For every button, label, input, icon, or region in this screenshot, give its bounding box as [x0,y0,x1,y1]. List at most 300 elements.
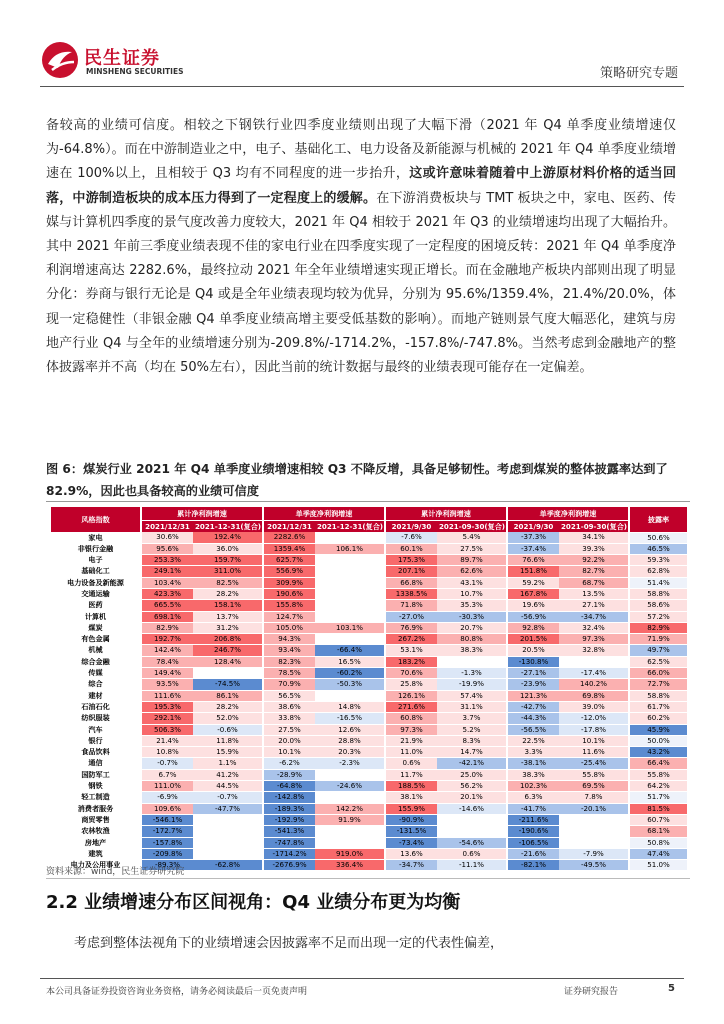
growth-cell: 1359.4% [263,543,315,554]
growth-cell: 249.1% [141,566,193,577]
subheader: 2021/9/30 [507,521,559,533]
subheader: 2021/12/31 [141,521,193,533]
industry-name: 通信 [51,758,141,769]
disclosure-cell: 50.8% [629,837,687,848]
growth-cell: -38.1% [507,758,559,769]
growth-cell: 309.9% [263,577,315,588]
table-row [51,769,687,780]
header-divider [40,86,684,87]
growth-cell [559,814,629,825]
header-group-1: 累计净利润增速 [141,507,263,521]
growth-cell: 82.9% [141,622,193,633]
growth-cell: 3.7% [437,713,507,724]
growth-cell: 20.7% [437,622,507,633]
growth-cell: 15.9% [193,747,263,758]
table-row [51,747,687,758]
growth-cell: 102.3% [507,781,559,792]
growth-cell: 82.5% [193,577,263,588]
growth-cell [559,826,629,837]
footer-disclaimer: 本公司具备证券投资咨询业务资格，请务必阅读最后一页免责声明 [46,987,308,997]
growth-cell: 30.6% [141,532,193,543]
disclosure-cell: 66.0% [629,668,687,679]
growth-cell: 20.1% [437,792,507,803]
growth-cell: 2282.6% [263,532,315,543]
table-row [51,713,687,724]
logo-mark-icon [40,40,80,80]
growth-cell [315,826,385,837]
growth-cell: 155.9% [385,803,437,814]
table-row [51,690,687,701]
growth-cell: 28.8% [315,735,385,746]
figure-title: 图 6：煤炭行业 2021 年 Q4 单季度业绩增速相较 Q3 不降反增，具备足够韧性。考虑到煤炭的整体披露率达到了 82.9%，因此也具备较高的业绩可信度 [46,462,668,498]
table-row [51,724,687,735]
disclosure-cell: 45.9% [629,724,687,735]
subheader: 2021/9/30 [385,521,437,533]
growth-cell: 97.3% [559,634,629,645]
industry-name: 传媒 [51,668,141,679]
growth-cell: 423.3% [141,588,193,599]
table-row [51,679,687,690]
growth-cell: 21.9% [385,735,437,746]
growth-cell: 506.3% [141,724,193,735]
source-divider [46,878,690,879]
growth-cell: -211.6% [507,814,559,825]
growth-cell: -131.5% [385,826,437,837]
growth-cell [193,837,263,848]
table-row [51,792,687,803]
growth-cell: -546.1% [141,814,193,825]
subheader: 2021-09-30(复合) [561,522,628,531]
growth-cell: 128.4% [193,656,263,667]
growth-cell: 158.1% [193,600,263,611]
subheader: 2021-12-31(复合) [317,522,384,531]
growth-cell: -142.8% [263,792,315,803]
growth-cell: -20.1% [559,803,629,814]
growth-cell: 175.3% [385,555,437,566]
growth-cell: 27.1% [559,600,629,611]
growth-cell [315,690,385,701]
growth-cell: -54.6% [437,837,507,848]
growth-cell: 93.5% [141,679,193,690]
table-row [51,837,687,848]
growth-cell: 105.0% [263,622,315,633]
industry-name: 基础化工 [51,566,141,577]
growth-cell: -7.6% [385,532,437,543]
growth-cell: 16.5% [315,656,385,667]
disclosure-cell: 81.5% [629,803,687,814]
growth-cell [315,588,385,599]
growth-cell: 38.3% [437,645,507,656]
company-logo [40,40,190,80]
growth-cell: 22.5% [507,735,559,746]
table-row [51,803,687,814]
growth-cell: 13.6% [385,848,437,859]
industry-name: 计算机 [51,611,141,622]
data-table [51,507,687,871]
growth-cell: 10.7% [437,588,507,599]
growth-cell: 188.5% [385,781,437,792]
growth-cell: 70.9% [263,679,315,690]
header-group-4: 单季度净利润增速 [507,507,629,521]
growth-cell: 195.3% [141,701,193,712]
disclosure-cell: 58.6% [629,600,687,611]
growth-cell: 38.1% [385,792,437,803]
growth-cell: -14.6% [437,803,507,814]
growth-cell: -11.1% [437,860,507,871]
growth-cell: 27.5% [263,724,315,735]
growth-cell: 56.5% [263,690,315,701]
industry-name: 消费者服务 [51,803,141,814]
growth-cell: 27.5% [437,543,507,554]
growth-cell: -49.5% [559,860,629,871]
body-text-part2: 在下游消费板块与 TMT 板块之中，家电、医药、传媒与计算机四季度的景气度改善力度较大，2021 年 Q4 相较于 2021 年 Q3 的业绩增速均出现了大幅抬升。其中 2021 年前三季度业绩表现不佳的家电行业在四季度实现了一定程度的困境反转：2021 年 Q4 单季度净利润增速高达 2282.6%，最终拉动 2021 年全年业绩增速实现正增长。而在金融地产板块内部则出现了明显分化：券商与银行无论是 Q4 或是全年业绩表现均较为优异，分别为 95.6%/1359.4%，21.4%/20.0%，体现一定稳健性（非银金融 Q4 单季度业绩高增主要受低基数的影响）。而地产链则景气度大幅恶化，建筑与房地产行业 Q4 与全年的业绩增速分别为-209.8%/-1714.2%，-157.8%/-747.8%。当然考虑到金融地产的整体披露率并不高（均在 50%左右），因此当前的统计数据与最终的业绩表现可能存在一定偏差。 [46,190,676,376]
table-row [51,566,687,577]
growth-cell: 0.6% [385,758,437,769]
growth-cell: 95.6% [141,543,193,554]
growth-cell: -16.5% [315,713,385,724]
growth-cell: 246.7% [193,645,263,656]
disclosure-cell: 46.5% [629,543,687,554]
growth-cell: 11.7% [385,769,437,780]
growth-cell: 78.5% [263,668,315,679]
growth-cell: 5.4% [437,532,507,543]
growth-cell: -90.9% [385,814,437,825]
growth-cell: 8.3% [437,735,507,746]
growth-cell: 92.8% [507,622,559,633]
growth-cell: -130.8% [507,656,559,667]
table-row [51,622,687,633]
growth-cell [193,814,263,825]
growth-cell: 59.2% [507,577,559,588]
industry-name: 建材 [51,690,141,701]
growth-cell: 142.2% [315,803,385,814]
growth-cell: 60.1% [385,543,437,554]
industry-name: 机械 [51,645,141,656]
growth-cell: 78.4% [141,656,193,667]
growth-cell: 69.5% [559,781,629,792]
growth-cell: -106.5% [507,837,559,848]
industry-growth-table [51,507,687,871]
disclosure-cell: 50.6% [629,532,687,543]
growth-cell: -6.9% [141,792,193,803]
growth-cell: 94.3% [263,634,315,645]
growth-cell: 31.2% [193,622,263,633]
table-row [51,826,687,837]
subheader: 2021-12-31(复合) [195,522,262,531]
growth-cell: 55.8% [559,769,629,780]
disclosure-cell: 60.7% [629,814,687,825]
growth-cell: 140.2% [559,679,629,690]
industry-name: 商贸零售 [51,814,141,825]
growth-cell: 44.5% [193,781,263,792]
growth-cell: 292.1% [141,713,193,724]
growth-cell: -37.4% [507,543,559,554]
growth-cell: 6.3% [507,792,559,803]
growth-cell: 38.3% [507,769,559,780]
growth-cell: -50.3% [315,679,385,690]
growth-cell: -0.6% [193,724,263,735]
growth-cell: 253.3% [141,555,193,566]
growth-cell: 267.2% [385,634,437,645]
growth-cell: 66.8% [385,577,437,588]
table-row [51,532,687,543]
growth-cell: 82.7% [559,566,629,577]
growth-cell: -27.0% [385,611,437,622]
growth-cell: 86.1% [193,690,263,701]
growth-cell [315,532,385,543]
growth-cell: 56.2% [437,781,507,792]
growth-cell: 126.1% [385,690,437,701]
growth-cell: -62.8% [193,860,263,871]
disclosure-cell: 64.2% [629,781,687,792]
figure-divider [46,501,690,502]
growth-cell: 14.8% [315,701,385,712]
disclosure-cell: 59.3% [629,555,687,566]
growth-cell: 11.8% [193,735,263,746]
disclosure-cell: 43.2% [629,747,687,758]
growth-cell: 192.4% [193,532,263,543]
industry-name: 家电 [51,532,141,543]
growth-cell: 192.7% [141,634,193,645]
section-paragraph: 考虑到整体法视角下的业绩增速会因披露率不足而出现一定的代表性偏差， [74,936,504,951]
industry-name: 煤炭 [51,622,141,633]
table-row [51,668,687,679]
table-row [51,735,687,746]
growth-cell: 52.0% [193,713,263,724]
growth-cell: 35.3% [437,600,507,611]
growth-cell [315,634,385,645]
growth-cell: -42.1% [437,758,507,769]
growth-cell: 93.4% [263,645,315,656]
disclosure-cell: 51.0% [629,860,687,871]
growth-cell: 1.1% [193,758,263,769]
header-group-3: 累计净利润增速 [385,507,507,521]
growth-cell: 20.0% [263,735,315,746]
growth-cell: 25.8% [385,679,437,690]
industry-name: 房地产 [51,837,141,848]
growth-cell: 167.8% [507,588,559,599]
header-group-2: 单季度净利润增速 [263,507,385,521]
growth-cell: -42.7% [507,701,559,712]
growth-cell: 39.0% [559,701,629,712]
growth-cell: 92.2% [559,555,629,566]
growth-cell: -74.5% [193,679,263,690]
growth-cell: 31.1% [437,701,507,712]
growth-cell: -47.7% [193,803,263,814]
growth-cell: -37.3% [507,532,559,543]
growth-cell: 311.0% [193,566,263,577]
growth-cell: 32.4% [559,622,629,633]
growth-cell: 57.4% [437,690,507,701]
growth-cell: 76.9% [385,622,437,633]
growth-cell: -7.9% [559,848,629,859]
growth-cell: 625.7% [263,555,315,566]
disclosure-cell: 82.9% [629,622,687,633]
growth-cell: 71.8% [385,600,437,611]
growth-cell: 11.0% [385,747,437,758]
growth-cell: -2.3% [315,758,385,769]
disclosure-cell: 60.2% [629,713,687,724]
growth-cell: 60.8% [385,713,437,724]
growth-cell: 151.8% [507,566,559,577]
growth-cell: -747.8% [263,837,315,848]
industry-name: 医药 [51,600,141,611]
growth-cell: 109.6% [141,803,193,814]
growth-cell: 28.2% [193,588,263,599]
table-row [51,543,687,554]
table-row [51,656,687,667]
growth-cell: 183.2% [385,656,437,667]
growth-cell: -12.0% [559,713,629,724]
growth-cell: -34.7% [385,860,437,871]
page-number: 5 [668,983,675,994]
industry-name: 石油石化 [51,701,141,712]
table-body [51,532,687,871]
growth-cell: -541.3% [263,826,315,837]
growth-cell [437,656,507,667]
growth-cell: -27.1% [507,668,559,679]
growth-cell: 665.5% [141,600,193,611]
growth-cell: 111.6% [141,690,193,701]
growth-cell: 19.6% [507,600,559,611]
growth-cell [315,769,385,780]
growth-cell: 106.1% [315,543,385,554]
growth-cell: -28.9% [263,769,315,780]
disclosure-cell: 51.4% [629,577,687,588]
growth-cell: 1338.5% [385,588,437,599]
growth-cell: 20.3% [315,747,385,758]
growth-cell: 21.4% [141,735,193,746]
growth-cell: -1714.2% [263,848,315,859]
disclosure-cell: 55.8% [629,769,687,780]
growth-cell: -1.3% [437,668,507,679]
growth-cell: -157.8% [141,837,193,848]
industry-name: 综合 [51,679,141,690]
growth-cell [315,555,385,566]
growth-cell: 103.1% [315,622,385,633]
table-row [51,758,687,769]
disclosure-cell: 68.1% [629,826,687,837]
growth-cell: 32.8% [559,645,629,656]
table-row [51,577,687,588]
table-row [51,701,687,712]
subheader: 2021/12/31 [263,521,315,533]
growth-cell: -34.7% [559,611,629,622]
growth-cell: 76.6% [507,555,559,566]
growth-cell [315,611,385,622]
growth-cell: 159.7% [193,555,263,566]
figure-source: 资料来源：wind，民生证券研究院 [46,867,185,877]
growth-cell: 33.8% [263,713,315,724]
report-type: 策略研究专题 [599,66,678,81]
growth-cell: 68.7% [559,577,629,588]
growth-cell: 155.8% [263,600,315,611]
growth-cell: 34.1% [559,532,629,543]
footer-divider [40,978,684,979]
growth-cell: 201.5% [507,634,559,645]
growth-cell: 14.7% [437,747,507,758]
growth-cell [559,837,629,848]
industry-name: 食品饮料 [51,747,141,758]
growth-cell: -19.9% [437,679,507,690]
growth-cell: 6.7% [141,769,193,780]
growth-cell: -60.2% [315,668,385,679]
growth-cell: -24.6% [315,781,385,792]
growth-cell: -30.3% [437,611,507,622]
growth-cell: 70.6% [385,668,437,679]
growth-cell: -192.9% [263,814,315,825]
table-row [51,814,687,825]
growth-cell: 11.6% [559,747,629,758]
industry-name: 综合金融 [51,656,141,667]
table-row [51,588,687,599]
header-industry: 风格指数 [51,507,141,532]
growth-cell: 91.9% [315,814,385,825]
industry-name: 电子 [51,555,141,566]
growth-cell: 10.1% [559,735,629,746]
growth-cell: 25.0% [437,769,507,780]
table-row [51,848,687,859]
growth-cell: 41.2% [193,769,263,780]
growth-cell: 207.1% [385,566,437,577]
disclosure-cell: 72.7% [629,679,687,690]
disclosure-cell: 47.4% [629,848,687,859]
growth-cell [315,837,385,848]
growth-cell: -44.3% [507,713,559,724]
industry-name: 国防军工 [51,769,141,780]
body-text-bold: 这或许意味着随着中上游原材料价格的适当回落，中游制造板块的成本压力得到了一定程度上的缓解。 [46,166,676,206]
growth-cell [315,577,385,588]
growth-cell: 10.8% [141,747,193,758]
growth-cell: -56.5% [507,724,559,735]
growth-cell: -17.8% [559,724,629,735]
industry-name: 交通运输 [51,588,141,599]
disclosure-cell: 66.4% [629,758,687,769]
body-paragraph [46,114,676,380]
growth-cell: 556.9% [263,566,315,577]
growth-cell: 698.1% [141,611,193,622]
industry-name: 建筑 [51,848,141,859]
growth-cell: 190.6% [263,588,315,599]
growth-cell: 38.6% [263,701,315,712]
disclosure-cell: 57.2% [629,611,687,622]
growth-cell: 0.6% [437,848,507,859]
header-disclosure: 披露率 [629,507,687,532]
disclosure-cell: 51.7% [629,792,687,803]
growth-cell [315,792,385,803]
growth-cell: 39.3% [559,543,629,554]
growth-cell: -56.9% [507,611,559,622]
growth-cell: -172.7% [141,826,193,837]
growth-cell [437,826,507,837]
growth-cell: -6.2% [263,758,315,769]
growth-cell: -25.4% [559,758,629,769]
growth-cell: 10.1% [263,747,315,758]
growth-cell: -64.8% [263,781,315,792]
growth-cell: 336.4% [315,860,385,871]
growth-cell: 36.0% [193,543,263,554]
body-text-part1: 备较高的业绩可信度。相较之下钢铁行业四季度业绩则出现了大幅下滑（2021 年 Q4 单季度业绩增速仅为-64.8%）。而在中游制造业之中，电子、基础化工、电力设备及新能源与机械的 2021 年 Q4 单季度业绩增速在 100%以上，且相较于 Q3 均有不同程度的进一步抬升， [46,118,676,182]
growth-cell [193,848,263,859]
growth-cell: 5.2% [437,724,507,735]
growth-cell: 43.1% [437,577,507,588]
table-row [51,555,687,566]
growth-cell: -2676.9% [263,860,315,871]
growth-cell: 271.6% [385,701,437,712]
growth-cell: 111.0% [141,781,193,792]
industry-name: 轻工制造 [51,792,141,803]
growth-cell: 53.1% [385,645,437,656]
